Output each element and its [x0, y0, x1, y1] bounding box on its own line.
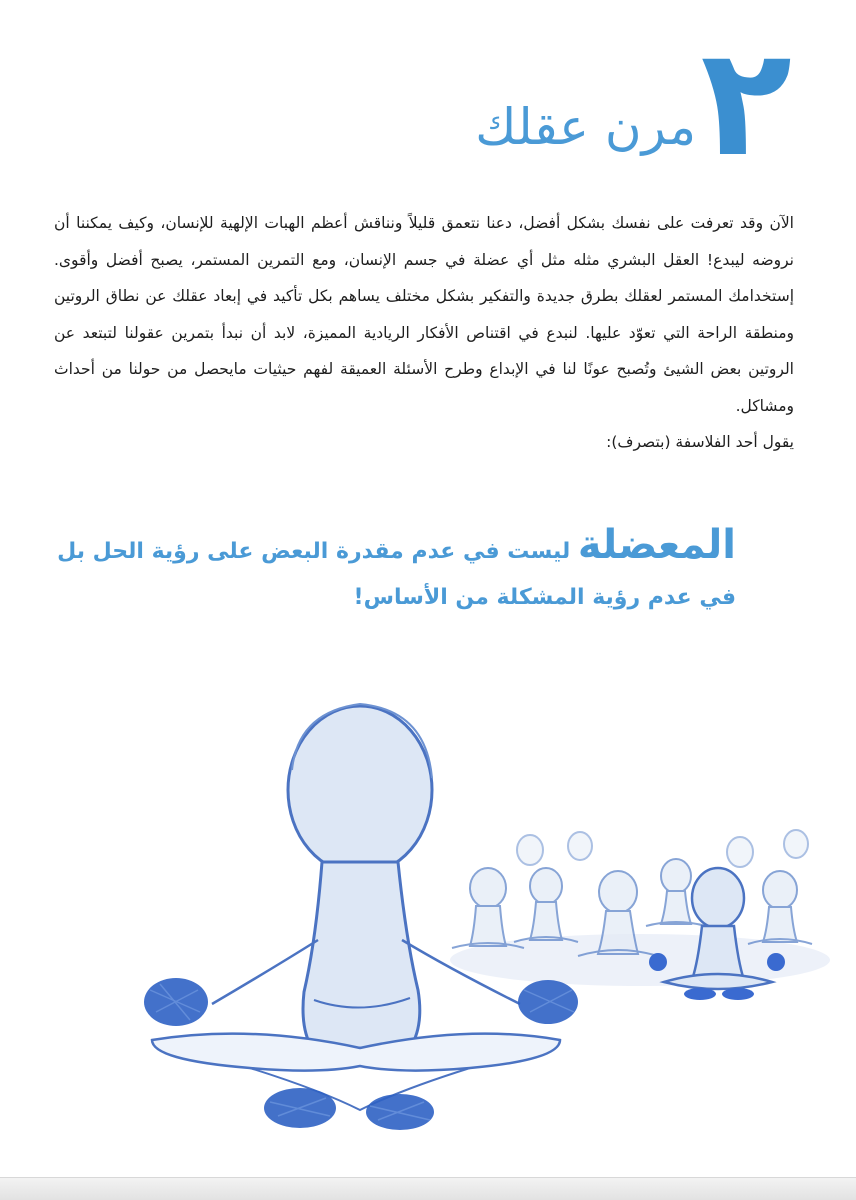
- large-figure-left-arm: [212, 940, 318, 1004]
- small-figure-5: [748, 871, 812, 944]
- small-figure-1: [452, 868, 524, 948]
- small-figure-6: [517, 830, 808, 867]
- quote-line-1-rest: ليست في عدم مقدرة البعض على رؤية الحل بل: [57, 539, 578, 564]
- body-paragraph: الآن وقد تعرفت على نفسك بشكل أفضل، دعنا نتعمق قليلاً ونناقش أعظم الهبات الإلهية للإنسان، وكيف يمكننا أن نروضه ليبدع! العقل البشري مثله مثل أي عضلة في جسم الإنسان، ومع التمرين المستمر، يصبح أفضل وأقوى. إستخدامك المستمر لعقلك بطرق جديدة والتفكير بشكل مختلف يساهم بكل تأكيد في إبعاد عقلك عن نطاق الروتين ومنطقة الراحة التي تعوّد عليها. لنبدع في اقتناص الأفكار الريادية المميزة، لابد أن نبدأ بتمرين عقولنا لتبتعد عن الروتين بعض الشيئ وتُصبح عونًا لنا في الإبداع وطرح الأسئلة العميقة لفهم حيثيات مايحصل من حولنا من أحداث ومشاكل.: [54, 214, 794, 415]
- quote-lead-word: المعضلة: [577, 522, 736, 568]
- pull-quote: [57, 522, 736, 621]
- chapter-title: مرن عقلك: [475, 98, 696, 156]
- large-figure-body: [303, 862, 420, 1048]
- body-text: [54, 205, 794, 461]
- quote-line-1: [57, 522, 736, 575]
- small-figure-2: [514, 868, 578, 942]
- background-figures: [452, 830, 812, 956]
- body-lead-in: يقول أحد الفلاسفة (بتصرف):: [606, 433, 794, 451]
- large-figure-head: [288, 706, 432, 874]
- quote-line-2: في عدم رؤية المشكلة من الأساس!: [353, 585, 736, 610]
- footer-strip: [0, 1177, 856, 1200]
- meditation-illustration: [0, 640, 856, 1180]
- chapter-number: ٢: [700, 16, 792, 190]
